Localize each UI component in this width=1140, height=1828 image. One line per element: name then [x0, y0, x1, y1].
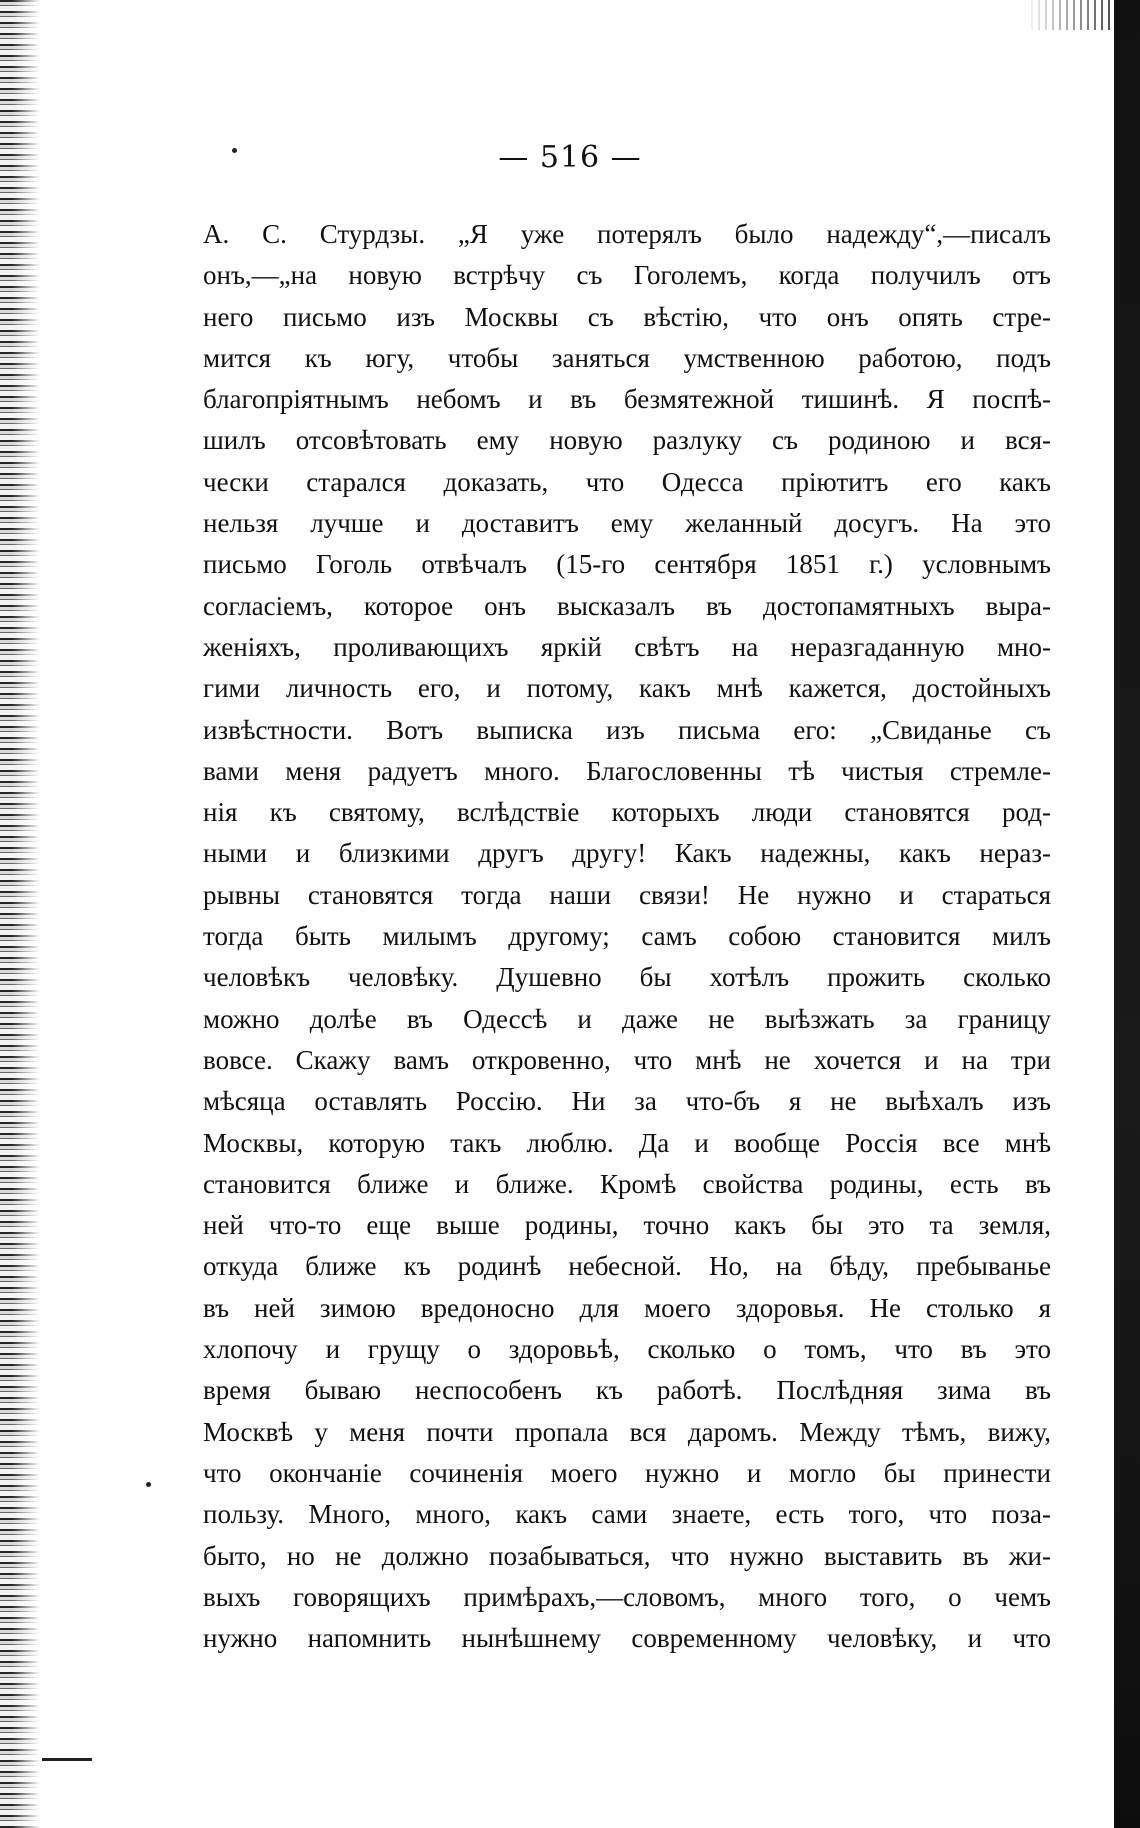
text-line: согласіемъ, которое онъ высказалъ въ достопамятныхъ выра- — [203, 590, 1051, 621]
text-line: рывны становятся тогда наши связи! Не нужно и стараться — [203, 879, 1051, 910]
text-line: становится ближе и ближе. Кромѣ свойства родины, есть въ — [203, 1168, 1051, 1199]
text-line: Москвы, которую такъ люблю. Да и вообще Россія все мнѣ — [203, 1127, 1051, 1158]
text-line: письмо Гоголь отвѣчалъ (15-го сентября 1851 г.) условнымъ — [203, 549, 1051, 580]
text-line: А. С. Стурдзы. „Я уже потерялъ было надежду“,—писалъ — [203, 219, 1051, 249]
text-line: благопріятнымъ небомъ и въ безмятежной тишинѣ. Я поспѣ- — [203, 384, 1051, 415]
scan-edge-right — [1114, 0, 1140, 1828]
text-line: время бываю неспособенъ къ работѣ. Послѣдняя зима въ — [203, 1375, 1051, 1406]
scan-edge-left — [0, 0, 40, 1828]
text-line: онъ,—„на новую встрѣчу съ Гоголемъ, когда получилъ отъ — [203, 260, 1051, 291]
text-line: него письмо изъ Москвы съ вѣстію, что онъ опять стре- — [203, 301, 1051, 332]
scan-noise-top-right — [1024, 0, 1114, 30]
text-line: шилъ отсовѣтовать ему новую разлуку съ родиною и вся- — [203, 425, 1051, 456]
text-line: извѣстности. Вотъ выписка изъ письма его: „Свиданье съ — [203, 714, 1051, 745]
text-line: нія къ святому, вслѣдствіе которыхъ люди становятся род- — [203, 797, 1051, 828]
text-line: въ ней зимою вредоносно для моего здоровья. Не столько я — [203, 1292, 1051, 1323]
text-line: хлопочу и грущу о здоровьѣ, сколько о томъ, что въ это — [203, 1334, 1051, 1365]
text-line: ными и близкими другъ другу! Какъ надежны, какъ нераз- — [203, 838, 1051, 869]
text-line: мится къ югу, чтобы заняться умственною работою, подъ — [203, 342, 1051, 373]
body-text — [203, 214, 1051, 1659]
page-number: — 516 — — [498, 140, 642, 175]
text-line: тогда быть милымъ другому; самъ собою становится милъ — [203, 921, 1051, 952]
text-line: пользу. Много, много, какъ сами знаете, есть того, что поза- — [203, 1499, 1051, 1530]
text-line: быто, но не должно позабываться, что нужно выставить въ жи- — [203, 1540, 1051, 1571]
text-line: вовсе. Скажу вамъ откровенно, что мнѣ не хочется и на три — [203, 1044, 1051, 1075]
text-line: женіяхъ, проливающихъ яркій свѣтъ на неразгаданную мно- — [203, 631, 1051, 662]
text-line: вами меня радуетъ много. Благословенны тѣ чистыя стремле- — [203, 755, 1051, 786]
text-line: чески старался доказать, что Одесса пріютитъ его какъ — [203, 466, 1051, 497]
text-line: человѣкъ человѣку. Душевно бы хотѣлъ прожить сколько — [203, 962, 1051, 993]
scan-speck — [146, 1482, 151, 1487]
text-line: нельзя лучше и доставитъ ему желанный досугъ. На это — [203, 508, 1051, 539]
scan-mark-bottom — [42, 1758, 92, 1761]
text-line: Москвѣ у меня почти пропала вся даромъ. Между тѣмъ, вижу, — [203, 1416, 1051, 1447]
text-line: откуда ближе къ родинѣ небесной. Но, на бѣду, пребыванье — [203, 1251, 1051, 1282]
text-line: мѣсяца оставлять Россію. Ни за что-бъ я не выѣхалъ изъ — [203, 1086, 1051, 1117]
text-line: можно долѣе въ Одессѣ и даже не выѣзжать за границу — [203, 1003, 1051, 1034]
text-line: ней что-то еще выше родины, точно какъ бы это та земля, — [203, 1210, 1051, 1241]
text-line: что окончаніе сочиненія моего нужно и могло бы принести — [203, 1457, 1051, 1488]
text-line: выхъ говорящихъ примѣрахъ,—словомъ, много того, о чемъ — [203, 1581, 1051, 1612]
text-line: нужно напомнить нынѣшнему современному человѣку, и что — [203, 1623, 1051, 1654]
text-line: гими личность его, и потому, какъ мнѣ кажется, достойныхъ — [203, 673, 1051, 704]
